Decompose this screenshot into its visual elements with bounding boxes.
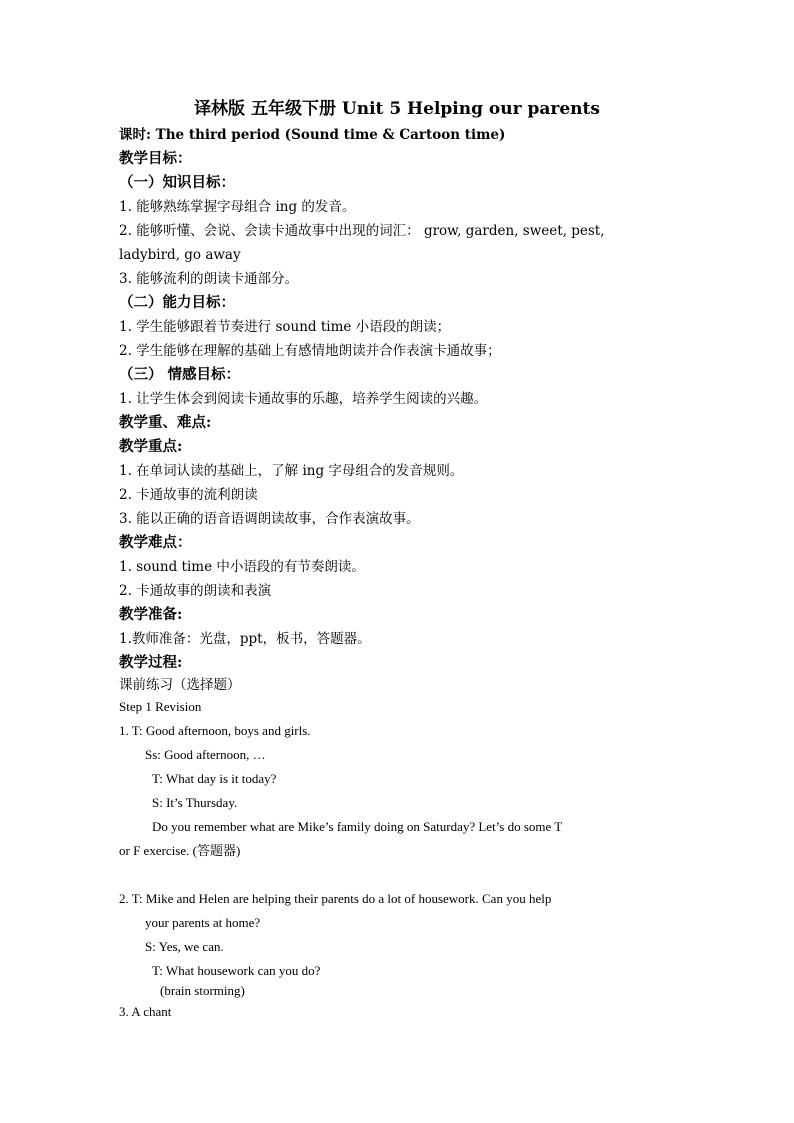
- subheading-ability: （二）能力目标：: [119, 294, 235, 311]
- objective-item: 1. 学生能够跟着节奏进行 sound time 小语段的朗读；: [119, 319, 451, 335]
- objective-item-continued: ladybird, go away: [119, 247, 241, 263]
- objective-item: 1. 让学生体会到阅读卡通故事的乐趣，培养学生阅读的兴趣。: [119, 391, 488, 407]
- pre-class-exercise: 课前练习（选择题）: [119, 677, 241, 693]
- preparation-item: 1.教师准备：光盘，ppt，板书，答题器。: [119, 631, 371, 647]
- document-title: 译林版 五年级下册 Unit 5 Helping our parents: [194, 99, 600, 119]
- section-heading-objectives: 教学目标：: [119, 150, 192, 167]
- step-heading: Step 1 Revision: [119, 699, 202, 714]
- dialogue-line: Ss: Good afternoon, …: [145, 747, 266, 762]
- difficulty-item: 1. sound time 中小语段的有节奏朗读。: [119, 559, 365, 575]
- focus-item: 2. 卡通故事的流利朗读: [119, 487, 258, 503]
- objective-item: 3. 能够流利的朗读卡通部分。: [119, 271, 299, 287]
- dialogue-line: 2. T: Mike and Helen are helping their parents do a lot of housework. Can you help: [119, 891, 552, 906]
- focus-item: 3. 能以正确的语音语调朗读故事，合作表演故事。: [119, 511, 420, 527]
- lesson-period: 课时: The third period (Sound time & Cartoon time): [119, 127, 506, 143]
- dialogue-line: T: What day is it today?: [152, 771, 277, 786]
- dialogue-line-continued: your parents at home?: [145, 915, 261, 930]
- subheading-focus: 教学重点:: [119, 438, 183, 455]
- section-heading-process: 教学过程:: [119, 654, 183, 671]
- section-heading-key-points: 教学重、难点:: [119, 414, 212, 431]
- subheading-emotion: （三） 情感目标：: [119, 366, 241, 383]
- objective-item: 2. 学生能够在理解的基础上有感情地朗读并合作表演卡通故事；: [119, 343, 501, 359]
- dialogue-line: T: What housework can you do?: [152, 963, 321, 978]
- activity-note: (brain storming): [160, 983, 245, 998]
- objective-item: 1. 能够熟练掌握字母组合 ing 的发音。: [119, 199, 356, 215]
- subheading-knowledge: （一）知识目标：: [119, 174, 235, 191]
- dialogue-line: 1. T: Good afternoon, boys and girls.: [119, 723, 311, 738]
- dialogue-line: S: Yes, we can.: [145, 939, 224, 954]
- subheading-difficulty: 教学难点：: [119, 534, 192, 551]
- focus-item: 1. 在单词认读的基础上，了解 ing 字母组合的发音规则。: [119, 463, 464, 479]
- section-heading-preparation: 教学准备:: [119, 606, 183, 623]
- activity-item: 3. A chant: [119, 1004, 172, 1019]
- dialogue-line: S: It’s Thursday.: [152, 795, 238, 810]
- objective-item: 2. 能够听懂、会说、会读卡通故事中出现的词汇： grow, garden, sweet, pest,: [119, 223, 605, 239]
- difficulty-item: 2. 卡通故事的朗读和表演: [119, 583, 272, 599]
- dialogue-line: Do you remember what are Mike’s family doing on Saturday? Let’s do some T: [152, 819, 563, 834]
- dialogue-line-continued: or F exercise. (答题器): [119, 843, 241, 858]
